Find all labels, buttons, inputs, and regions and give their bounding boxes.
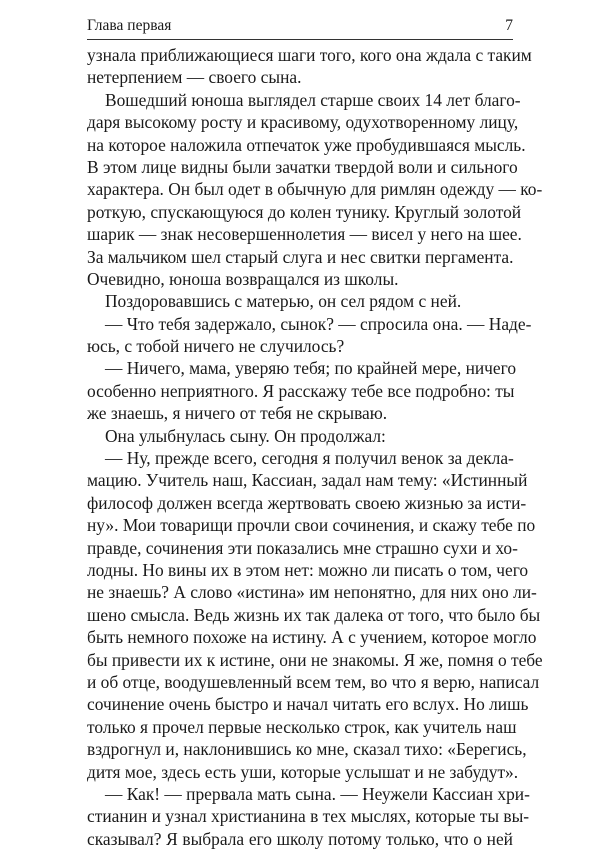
text-line: бы привести их к истине, они не знакомы. Я же, помня о тебе (87, 649, 543, 670)
text-line: нетерпением — своего сына. (87, 67, 302, 88)
text-line: сочинение очень быстро и начал читать его вслух. Но лишь (87, 694, 529, 715)
text-line: правде, сочинения эти показались мне страшно сухи и хо- (87, 537, 518, 558)
text-line: только я прочел первые несколько строк, как учитель наш (87, 716, 517, 737)
text-line: Очевидно, юноша возвращался из школы. (87, 268, 399, 289)
text-line: — Что тебя задержало, сынок? — спросила она. — Наде- (105, 313, 532, 334)
text-line: В этом лице видны были зачатки твердой воли и сильного (87, 156, 518, 177)
text-line: быть немного похоже на истину. А с учением, которое могло (87, 627, 537, 648)
body-text (87, 44, 543, 850)
text-line: Она улыбнулась сыну. Он продолжал: (105, 425, 386, 446)
page-number: 7 (505, 17, 513, 34)
text-line: вздрогнул и, наклонившись ко мне, сказал тихо: «Берегись, (87, 739, 527, 760)
text-line: не знаешь? А слово «истина» им непонятно, для них оно ли- (87, 582, 537, 603)
text-line: особенно неприятного. Я расскажу тебе все подробно: ты (87, 380, 515, 401)
text-line: юсь, с тобой ничего не случилось? (87, 336, 345, 357)
text-line: — Ну, прежде всего, сегодня я получил венок за декла- (105, 448, 514, 469)
text-line: на которое наложила отпечаток уже пробудившаяся мысль. (87, 134, 526, 155)
text-line: стианин и узнал христианина в тех мыслях, которые ты вы- (87, 806, 530, 827)
text-line: лодны. Но вины их в этом нет: можно ли писать о том, чего (87, 559, 529, 580)
text-line: и об отце, воодушевленный всем тем, во что я верю, написал (87, 671, 540, 692)
text-line: За мальчиком шел старый слуга и нес свитки пергамента. (87, 246, 514, 267)
text-line: даря высокому росту и красивому, одухотворенному лицу, (87, 112, 519, 133)
text-line: узнала приближающиеся шаги того, кого она ждала с таким (87, 45, 532, 65)
text-line: — Ничего, мама, уверяю тебя; по крайней мере, ничего (105, 358, 517, 379)
text-line: дитя мое, здесь есть уши, которые услышат и не забудут». (87, 761, 519, 782)
chapter-title: Глава первая (87, 17, 172, 34)
text-line: роткую, спускающуюся до колен тунику. Круглый золотой (87, 201, 522, 222)
text-line: мацию. Учитель наш, Кассиан, задал нам тему: «Истинный (87, 470, 528, 491)
text-line: философ должен всегда жертвовать своею жизнью за исти- (87, 492, 527, 513)
header-rule (87, 39, 513, 40)
text-line: ну». Мои товарищи прочли свои сочинения, и скажу тебе по (87, 515, 536, 536)
text-line: шарик — знак несовершеннолетия — висел у него на шее. (87, 224, 522, 245)
text-line: же знаешь, я ничего от тебя не скрываю. (87, 403, 388, 424)
running-head (87, 16, 513, 36)
text-line: Поздоровавшись с матерью, он сел рядом с ней. (105, 291, 462, 312)
text-line: характера. Он был одет в обычную для римлян одежду — ко- (87, 179, 543, 200)
text-line: сказывал? Я выбрала его школу потому только, что о ней (87, 828, 513, 849)
text-line: — Как! — прервала мать сына. — Неужели Кассиан хри- (105, 783, 530, 804)
text-line: шено смысла. Ведь жизнь их так далека от того, что было бы (87, 604, 541, 625)
text-line: Вошедший юноша выглядел старше своих 14 лет благо- (105, 89, 521, 110)
